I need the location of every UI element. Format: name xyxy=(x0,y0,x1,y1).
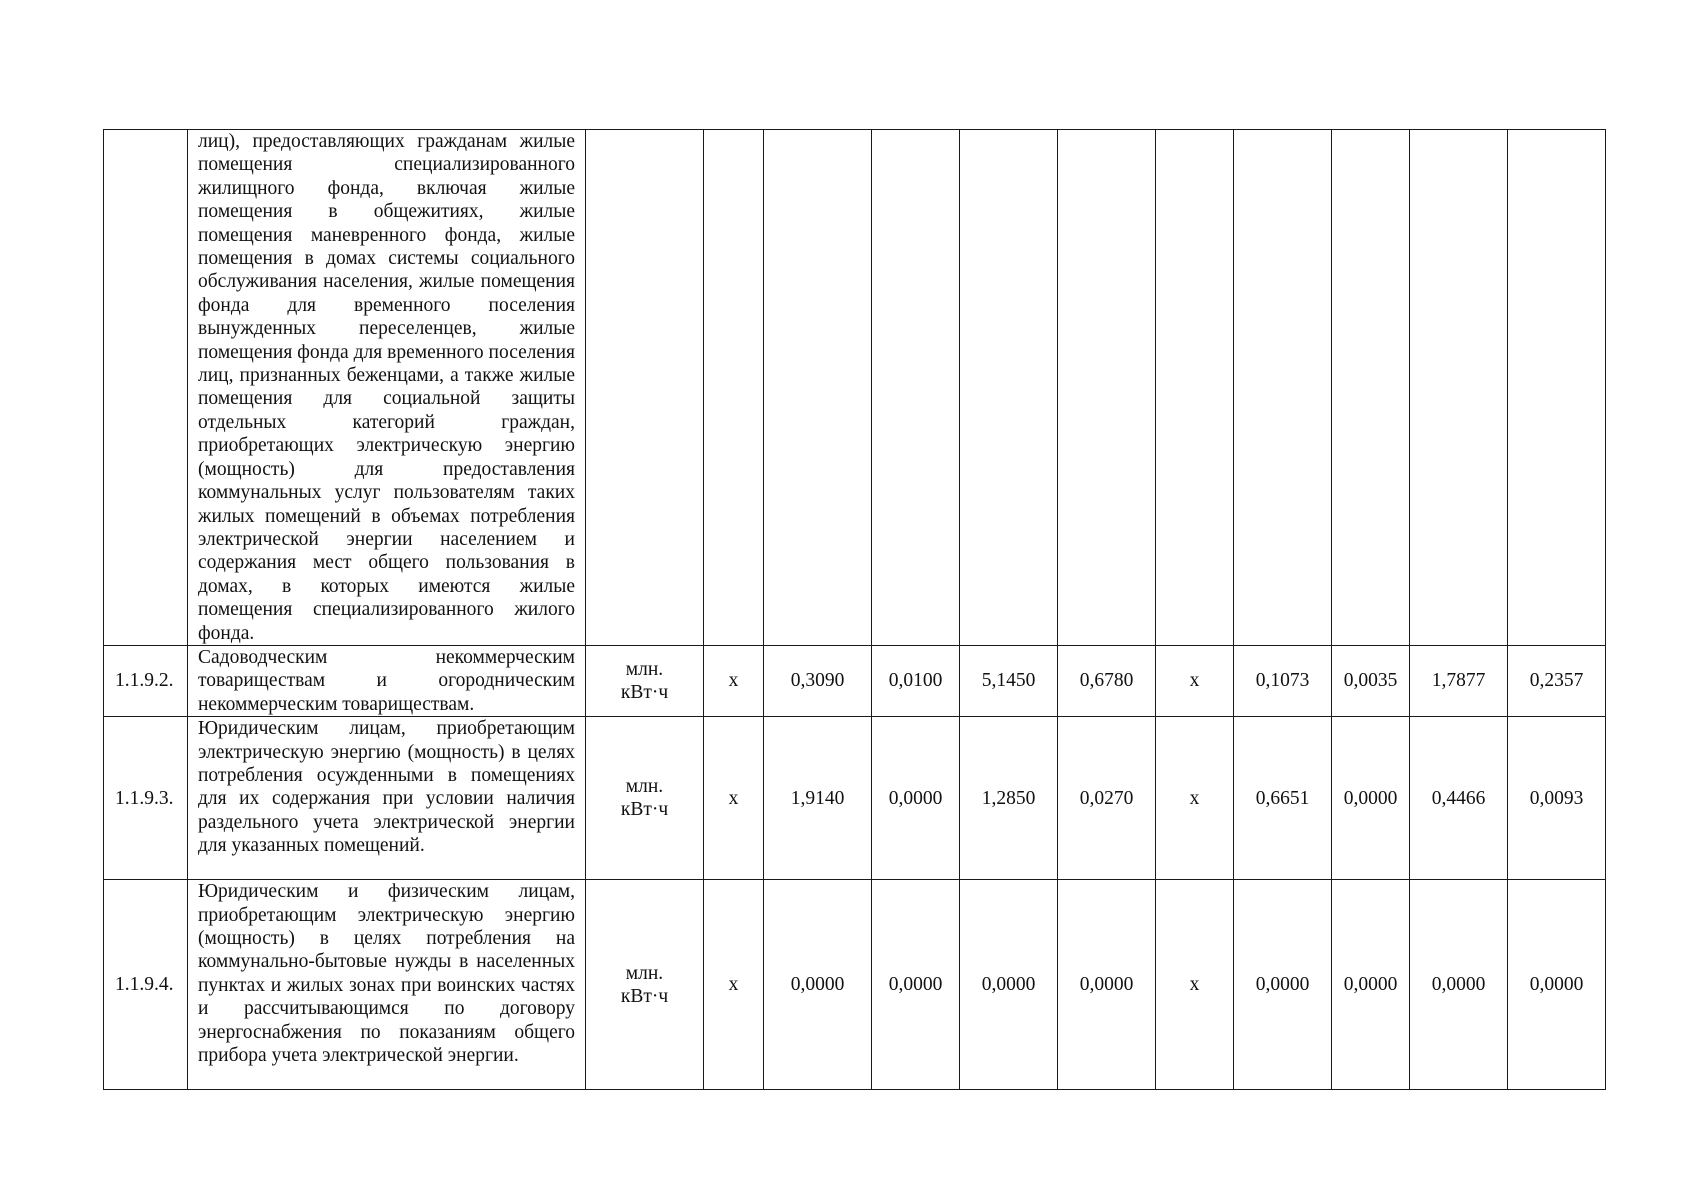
row-unit xyxy=(586,646,704,717)
unit-line-1: млн. xyxy=(625,659,664,681)
value-cell: 1,9140 xyxy=(764,717,872,880)
value-cell: x xyxy=(704,717,764,880)
unit-line-2: кВт·ч xyxy=(620,682,669,704)
value-cell: 0,4466 xyxy=(1410,717,1508,880)
tariff-table xyxy=(103,129,1606,1090)
value-cell: 0,0000 xyxy=(1332,717,1410,880)
unit-line-2: кВт·ч xyxy=(620,985,669,1007)
row-description: Юридическим лицам, приобретающим электрическую энергию (мощность) в целях потребления осужденными в помещениях для их содержания при условии наличия раздельного учета электрической энергии для указанных помещений. xyxy=(188,717,586,880)
value-cell: 5,1450 xyxy=(960,646,1058,717)
value-cell: 0,6651 xyxy=(1234,717,1332,880)
value-cell xyxy=(764,130,872,646)
value-cell: 0,0000 xyxy=(1332,880,1410,1090)
value-cell: x xyxy=(1156,717,1234,880)
unit-line-1: млн. xyxy=(625,962,664,984)
value-cell: x xyxy=(704,646,764,717)
unit-line-2: кВт·ч xyxy=(620,799,669,821)
row-code: 1.1.9.4. xyxy=(104,880,188,1090)
value-cell: 0,0000 xyxy=(1410,880,1508,1090)
row-description: лиц), предоставляющих гражданам жилые помещения специализированного жилищного фонда, включая жилые помещения в общежитиях, жилые помещения маневренного фонда, жилые помещения в домах системы социального обслуживания населения, жилые помещения фонда для временного поселения вынужденных переселенцев, жилые помещения фонда для временного поселения лиц, признанных беженцами, а также жилые помещения для социальной защиты отдельных категорий граждан, приобретающих электрическую энергию (мощность) для предоставления коммунальных услуг пользователям таких жилых помещений в объемах потребления электрической энергии населением и содержания мест общего пользования в домах, в которых имеются жилые помещения специализированного жилого фонда. xyxy=(188,130,586,646)
row-description: Садоводческим некоммерческим товариществам и огородническим некоммерческим товариществам. xyxy=(188,646,586,717)
value-cell: 0,0000 xyxy=(872,880,960,1090)
value-cell xyxy=(1508,130,1606,646)
row-code xyxy=(104,130,188,646)
value-cell: 0,0000 xyxy=(764,880,872,1090)
value-cell: 0,0000 xyxy=(1058,880,1156,1090)
table-row xyxy=(104,130,1606,646)
value-cell: 0,0270 xyxy=(1058,717,1156,880)
value-cell: 1,2850 xyxy=(960,717,1058,880)
value-cell: 0,0035 xyxy=(1332,646,1410,717)
value-cell: 0,0000 xyxy=(960,880,1058,1090)
value-cell: 0,6780 xyxy=(1058,646,1156,717)
row-unit xyxy=(586,717,704,880)
value-cell: 0,0000 xyxy=(872,717,960,880)
row-unit xyxy=(586,130,704,646)
table-row xyxy=(104,880,1606,1090)
value-cell xyxy=(1410,130,1508,646)
value-cell xyxy=(1234,130,1332,646)
table-row xyxy=(104,717,1606,880)
value-cell xyxy=(704,130,764,646)
value-cell xyxy=(872,130,960,646)
value-cell xyxy=(960,130,1058,646)
value-cell: 0,2357 xyxy=(1508,646,1606,717)
value-cell xyxy=(1058,130,1156,646)
table-row xyxy=(104,646,1606,717)
value-cell: x xyxy=(704,880,764,1090)
value-cell: 0,0000 xyxy=(1234,880,1332,1090)
value-cell: 0,0093 xyxy=(1508,717,1606,880)
value-cell: x xyxy=(1156,880,1234,1090)
value-cell: 0,0000 xyxy=(1508,880,1606,1090)
value-cell xyxy=(1156,130,1234,646)
value-cell: 0,0100 xyxy=(872,646,960,717)
value-cell xyxy=(1332,130,1410,646)
value-cell: 0,3090 xyxy=(764,646,872,717)
row-code: 1.1.9.3. xyxy=(104,717,188,880)
unit-line-1: млн. xyxy=(625,776,664,798)
row-unit xyxy=(586,880,704,1090)
row-description: Юридическим и физическим лицам, приобретающим электрическую энергию (мощность) в целях потребления на коммунально-бытовые нужды в населенных пунктах и жилых зонах при воинских частях и рассчитывающимся по договору энергоснабжения по показаниям общего прибора учета электрической энергии. xyxy=(188,880,586,1090)
value-cell: x xyxy=(1156,646,1234,717)
value-cell: 0,1073 xyxy=(1234,646,1332,717)
row-code: 1.1.9.2. xyxy=(104,646,188,717)
value-cell: 1,7877 xyxy=(1410,646,1508,717)
